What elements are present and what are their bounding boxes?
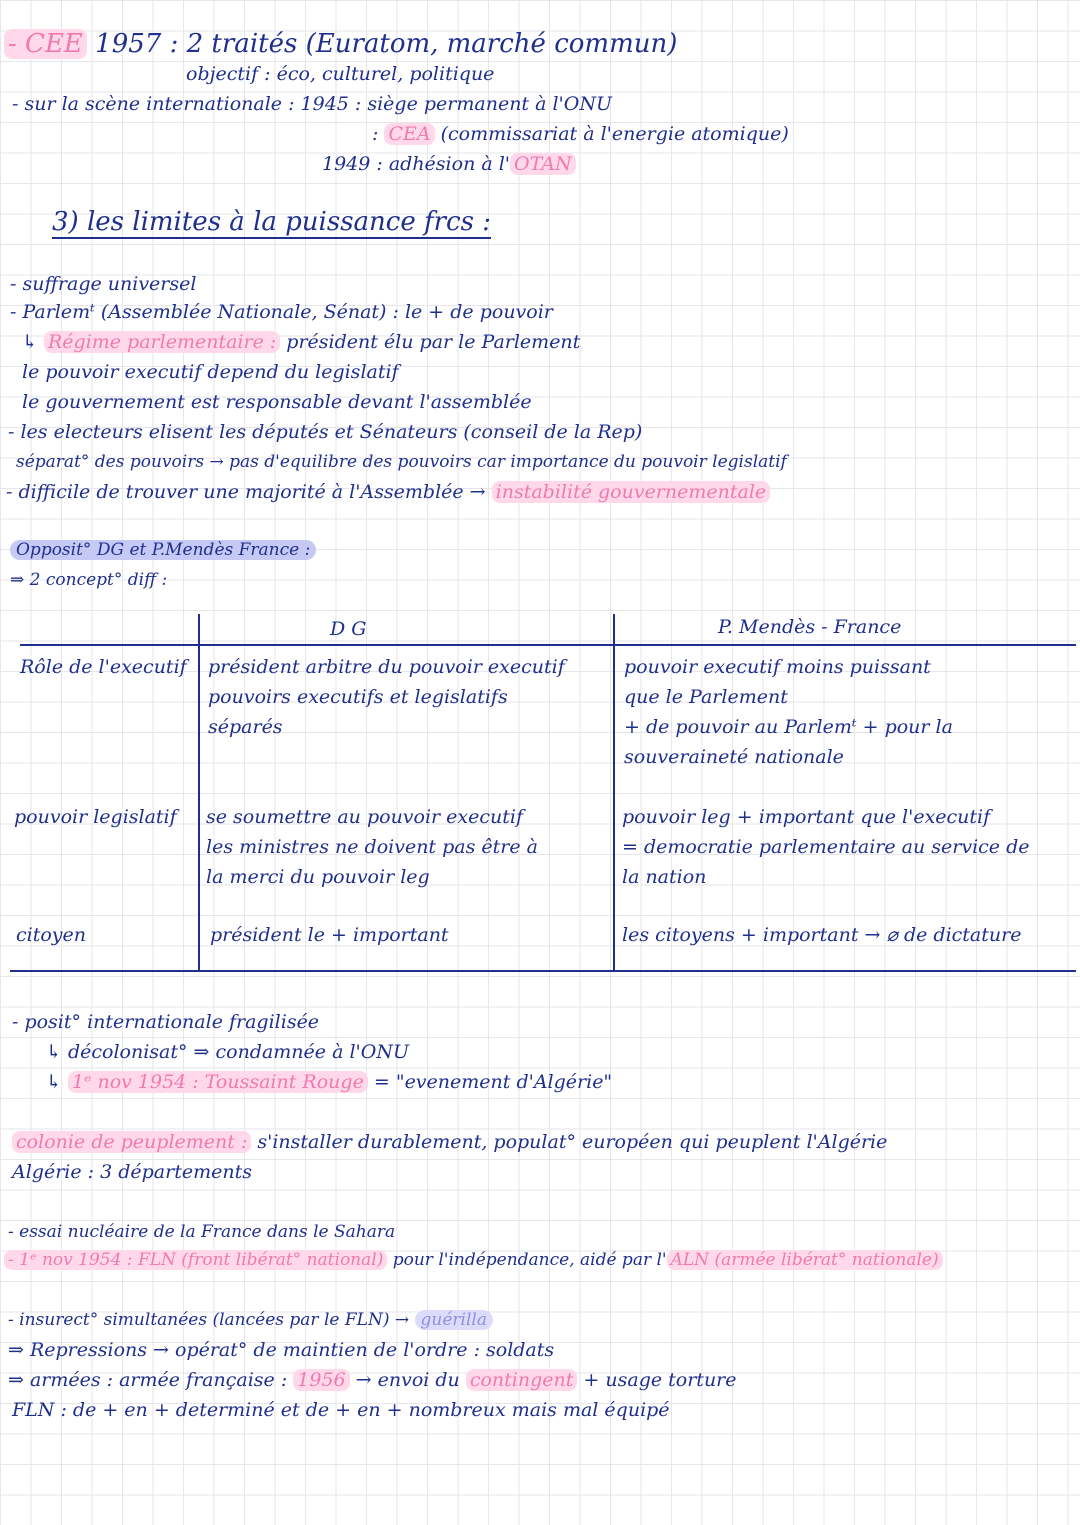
international-scene-line: - sur la scène internationale : 1945 : siège permanent à l'ONU bbox=[12, 93, 612, 115]
colonie-peuplement-line: colonie de peuplement : s'installer durablement, populat° européen qui peuplent l'Algérie bbox=[12, 1130, 887, 1154]
row-citoyen-pmf: les citoyens + important → ⌀ de dictature bbox=[622, 924, 1022, 946]
toussaint-rouge-label: 1ᵉ nov 1954 : Toussaint Rouge bbox=[68, 1071, 368, 1093]
table-bottom-rule bbox=[10, 970, 1076, 972]
opposition-subheading: ⇒ 2 concept° diff : bbox=[10, 570, 168, 590]
limit-line-7: séparat° des pouvoirs → pas d'equilibre des pouvoirs car importance du pouvoir legislatif bbox=[16, 452, 787, 472]
otan-label: OTAN bbox=[510, 153, 576, 175]
row-label-legislatif: pouvoir legislatif bbox=[14, 806, 177, 828]
decolonisation-line: ↳ décolonisat° ⇒ condamnée à l'ONU bbox=[46, 1041, 409, 1063]
international-position-line: - posit° internationale fragilisée bbox=[12, 1011, 320, 1033]
row-executif-dg: président arbitre du pouvoir executif pouvoirs executifs et legislatifs séparés bbox=[208, 656, 565, 738]
limit-line-8: - difficile de trouver une majorité à l'Assemblée → instabilité gouvernementale bbox=[6, 480, 770, 504]
regime-parlementaire-label: Régime parlementaire : bbox=[44, 331, 280, 353]
instabilite-label: instabilité gouvernementale bbox=[492, 481, 771, 503]
row-label-executif: Rôle de l'executif bbox=[20, 656, 187, 678]
table-header-rule bbox=[20, 644, 1076, 646]
row-label-citoyen: citoyen bbox=[16, 924, 87, 946]
repressions-line: ⇒ Repressions → opérat° de maintien de l'ordre : soldats bbox=[8, 1339, 555, 1361]
table-divider-2 bbox=[613, 614, 615, 972]
cee-line bbox=[4, 28, 677, 60]
armees-line: ⇒ armées : armée française : 1956 → envoi du contingent + usage torture bbox=[8, 1369, 737, 1391]
essai-nucleaire-line: - essai nucléaire de la France dans le Sahara bbox=[8, 1222, 396, 1242]
fln-line: - 1ᵉ nov 1954 : FLN (front libérat° national) pour l'indépendance, aidé par l' ALN (armée libérat° nationale) bbox=[4, 1248, 943, 1272]
fln-label: - 1ᵉ nov 1954 : FLN (front libérat° national) bbox=[4, 1250, 387, 1270]
year-1956: 1956 bbox=[293, 1369, 349, 1391]
aln-label: ALN (armée libérat° nationale) bbox=[667, 1250, 943, 1270]
cee-objective: objectif : éco, culturel, politique bbox=[186, 63, 495, 85]
table-header-pmf: P. Mendès - France bbox=[718, 616, 902, 638]
fln-determined-line: FLN : de + en + determiné et de + en + nombreux mais mal équipé bbox=[12, 1399, 670, 1421]
opposition-heading: Opposit° DG et P.Mendès France : bbox=[10, 538, 316, 562]
guerilla-label: guérilla bbox=[415, 1310, 493, 1330]
limit-line-4: le pouvoir executif depend du legislatif bbox=[22, 361, 399, 383]
row-legislatif-dg: se soumettre au pouvoir executif les ministres ne doivent pas être à la merci du pouvoir leg bbox=[206, 806, 538, 888]
limit-line-5: le gouvernement est responsable devant l'assemblée bbox=[22, 391, 532, 413]
algerie-departements-line: Algérie : 3 départements bbox=[12, 1161, 252, 1183]
cee-text: 1957 : 2 traités (Euratom, marché commun) bbox=[86, 29, 678, 59]
row-executif-pmf: pouvoir executif moins puissant que le Parlement + de pouvoir au Parlemᵗ + pour la souveraineté nationale bbox=[624, 656, 953, 768]
cea-label: CEA bbox=[384, 123, 434, 145]
table-divider-1 bbox=[198, 614, 200, 972]
row-legislatif-pmf: pouvoir leg + important que l'executif = democratie parlementaire au service de la nation bbox=[622, 806, 1030, 888]
limit-line-1: - suffrage universel bbox=[10, 273, 197, 295]
insurrection-line: - insurect° simultanées (lancées par le FLN) → guérilla bbox=[8, 1308, 493, 1332]
cea-line: : CEA (commissariat à l'energie atomique) bbox=[372, 123, 789, 145]
table-header-dg: D G bbox=[330, 618, 367, 640]
colonie-peuplement-label: colonie de peuplement : bbox=[12, 1131, 251, 1153]
limit-line-2: - Parlemᵗ (Assemblée Nationale, Sénat) : le + de pouvoir bbox=[10, 301, 553, 323]
cee-label: - CEE bbox=[4, 29, 87, 59]
limit-line-3: ↳ Régime parlementaire : président élu par le Parlement bbox=[22, 331, 581, 353]
section-title-limits: 3) les limites à la puissance frcs : bbox=[52, 207, 491, 237]
row-citoyen-dg: président le + important bbox=[210, 924, 449, 946]
otan-line: 1949 : adhésion à l' OTAN bbox=[322, 152, 576, 176]
limit-line-6: - les electeurs elisent les députés et Sénateurs (conseil de la Rep) bbox=[8, 421, 643, 443]
contingent-label: contingent bbox=[466, 1369, 578, 1391]
toussaint-rouge-line: ↳ 1ᵉ nov 1954 : Toussaint Rouge = "evenement d'Algérie" bbox=[46, 1071, 613, 1093]
